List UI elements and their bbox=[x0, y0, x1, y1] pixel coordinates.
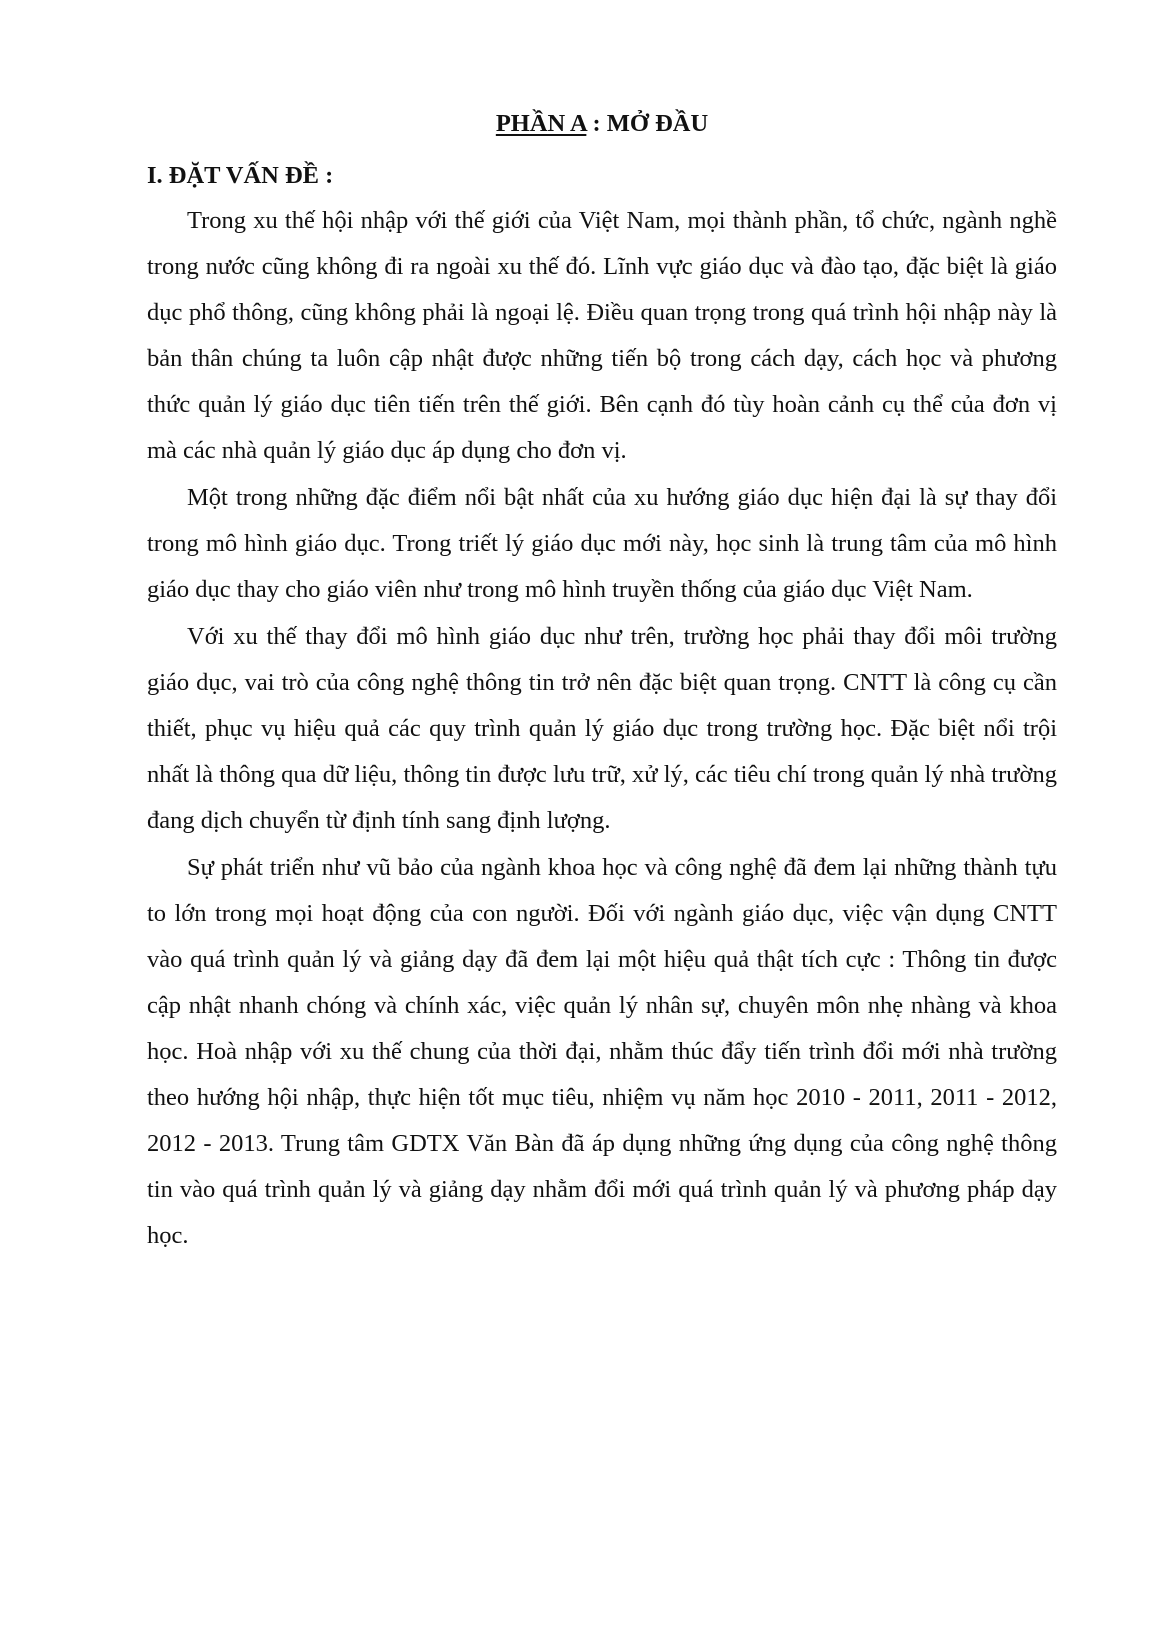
paragraph-2: Một trong những đặc điểm nổi bật nhất của xu hướng giáo dục hiện đại là sự thay đổi trong mô hình giáo dục. Trong triết lý giáo dục mới này, học sinh là trung tâm của mô hình giáo dục thay cho giáo viên như trong mô hình truyền thống của giáo dục Việt Nam. bbox=[147, 484, 1057, 603]
paragraph-3: Với xu thế thay đổi mô hình giáo dục như trên, trường học phải thay đổi môi trường giáo dục, vai trò của công nghệ thông tin trở nên đặc biệt quan trọng. CNTT là công cụ cần thiết, phục vụ hiệu quả các quy trình quản lý giáo dục trong trường học. Đặc biệt nổi trội nhất là thông qua dữ liệu, thông tin được lưu trữ, xử lý, các tiêu chí trong quản lý nhà trường đang dịch chuyển từ định tính sang định lượng. bbox=[147, 623, 1057, 834]
document-page bbox=[147, 108, 1057, 1260]
paragraph-4: Sự phát triển như vũ bảo của ngành khoa học và công nghệ đã đem lại những thành tựu to lớn trong mọi hoạt động của con người. Đối với ngành giáo dục, việc vận dụng CNTT vào quá trình quản lý và giảng dạy đã đem lại một hiệu quả thật tích cực : Thông tin được cập nhật nhanh chóng và chính xác, việc quản lý nhân sự, chuyên môn nhẹ nhàng và khoa học. Hoà nhập với xu thế chung của thời đại, nhằm thúc đẩy tiến trình đổi mới nhà trường theo hướng hội nhập, thực hiện tốt mục tiêu, nhiệm vụ năm học 2010 - 2011, 2011 - 2012, 2012 - 2013. Trung tâm GDTX Văn Bàn đã áp dụng những ứng dụng của công nghệ thông tin vào quá trình quản lý và giảng dạy nhằm đổi mới quá trình quản lý và phương pháp dạy học. bbox=[147, 854, 1057, 1249]
page-title bbox=[147, 108, 1057, 140]
paragraph-1: Trong xu thế hội nhập với thế giới của Việt Nam, mọi thành phần, tổ chức, ngành nghề trong nước cũng không đi ra ngoài xu thế đó. Lĩnh vực giáo dục và đào tạo, đặc biệt là giáo dục phổ thông, cũng không phải là ngoại lệ. Điều quan trọng trong quá trình hội nhập này là bản thân chúng ta luôn cập nhật được những tiến bộ trong cách dạy, cách học và phương thức quản lý giáo dục tiên tiến trên thế giới. Bên cạnh đó tùy hoàn cảnh cụ thể của đơn vị mà các nhà quản lý giáo dục áp dụng cho đơn vị. bbox=[147, 207, 1057, 464]
title-rest-label: : MỞ ĐẦU bbox=[586, 110, 709, 137]
title-part-label: PHẦN A bbox=[495, 110, 587, 137]
section-heading: I. ĐẶT VẤN ĐỀ : bbox=[147, 162, 334, 189]
